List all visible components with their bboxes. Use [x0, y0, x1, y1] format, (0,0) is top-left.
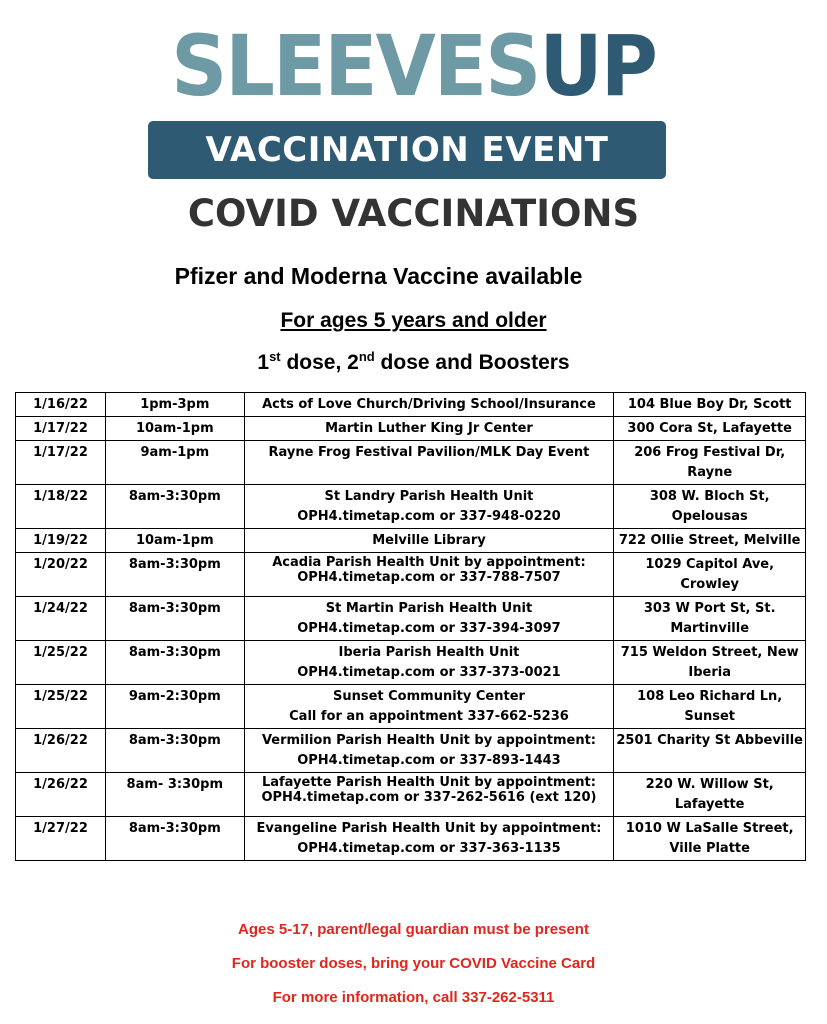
- event-location: Rayne Frog Festival Pavilion/MLK Day Event: [244, 441, 614, 485]
- note-booster: For booster doses, bring your COVID Vaccine Card: [231, 955, 596, 972]
- event-date: 1/18/22: [16, 485, 106, 529]
- table-row: [16, 817, 806, 861]
- event-date: 1/16/22: [16, 393, 106, 417]
- event-address: 2501 Charity St Abbeville: [614, 729, 806, 773]
- table-row: [16, 729, 806, 773]
- event-date: 1/25/22: [16, 685, 106, 729]
- event-address: 220 W. Willow St, Lafayette: [614, 773, 806, 817]
- event-date: 1/17/22: [16, 417, 106, 441]
- event-address: 108 Leo Richard Ln, Sunset: [614, 685, 806, 729]
- logo-up-text: UP: [539, 18, 656, 116]
- table-row: [16, 773, 806, 817]
- event-date: 1/20/22: [16, 553, 106, 597]
- event-location: Sunset Community Center Call for an appointment 337-662-5236: [244, 685, 614, 729]
- page-title: COVID VACCINATIONS: [187, 192, 640, 235]
- event-location: Acts of Love Church/Driving School/Insurance: [244, 393, 614, 417]
- event-time: 8am-3:30pm: [106, 817, 245, 861]
- logo-sleeves-text: SLEEVES: [171, 18, 540, 116]
- event-location: Vermilion Parish Health Unit by appointment: OPH4.timetap.com or 337-893-1443: [244, 729, 614, 773]
- event-location: Evangeline Parish Health Unit by appointment: OPH4.timetap.com or 337-363-1135: [244, 817, 614, 861]
- event-time: 8am-3:30pm: [106, 553, 245, 597]
- event-address: 308 W. Bloch St, Opelousas: [614, 485, 806, 529]
- notes-section: [0, 918, 827, 1020]
- event-time: 10am-1pm: [106, 529, 245, 553]
- event-time: 8am-3:30pm: [106, 641, 245, 685]
- event-address: 104 Blue Boy Dr, Scott: [614, 393, 806, 417]
- event-time: 8am-3:30pm: [106, 729, 245, 773]
- event-address: 722 Ollie Street, Melville: [614, 529, 806, 553]
- event-location: St Landry Parish Health Unit OPH4.timetap.com or 337-948-0220: [244, 485, 614, 529]
- event-date: 1/26/22: [16, 729, 106, 773]
- table-row: [16, 417, 806, 441]
- event-location: Melville Library: [244, 529, 614, 553]
- event-location: Martin Luther King Jr Center: [244, 417, 614, 441]
- event-date: 1/25/22: [16, 641, 106, 685]
- note-contact: For more information, call 337-262-5311: [272, 989, 555, 1006]
- table-row: [16, 441, 806, 485]
- event-location: Acadia Parish Health Unit by appointment: OPH4.timetap.com or 337-788-7507: [244, 553, 614, 597]
- event-time: 8am-3:30pm: [106, 485, 245, 529]
- vaccines-available: Pfizer and Moderna Vaccine available: [174, 263, 583, 289]
- table-row: [16, 641, 806, 685]
- event-address: 300 Cora St, Lafayette: [614, 417, 806, 441]
- event-date: 1/27/22: [16, 817, 106, 861]
- event-date: 1/19/22: [16, 529, 106, 553]
- event-time: 1pm-3pm: [106, 393, 245, 417]
- table-row: [16, 597, 806, 641]
- table-row: [16, 529, 806, 553]
- note-guardian: Ages 5-17, parent/legal guardian must be present: [238, 921, 589, 938]
- event-time: 10am-1pm: [106, 417, 245, 441]
- event-address: 1010 W LaSalle Street, Ville Platte: [614, 817, 806, 861]
- event-date: 1/17/22: [16, 441, 106, 485]
- sleeves-up-logo: [0, 18, 827, 115]
- event-address: 1029 Capitol Ave, Crowley: [614, 553, 806, 597]
- event-address: 715 Weldon Street, New Iberia: [614, 641, 806, 685]
- event-location: Lafayette Parish Health Unit by appointment: OPH4.timetap.com or 337-262-5616 (ext 120): [244, 773, 614, 817]
- vaccination-event-banner: VACCINATION EVENT: [148, 121, 666, 179]
- event-time: 9am-2:30pm: [106, 685, 245, 729]
- event-time: 8am-3:30pm: [106, 597, 245, 641]
- event-date: 1/24/22: [16, 597, 106, 641]
- table-row: [16, 553, 806, 597]
- age-requirement: For ages 5 years and older: [280, 309, 547, 332]
- event-address: 206 Frog Festival Dr, Rayne: [614, 441, 806, 485]
- event-location: Iberia Parish Health Unit OPH4.timetap.com or 337-373-0021: [244, 641, 614, 685]
- schedule-table: [15, 392, 806, 861]
- event-address: 303 W Port St, St. Martinville: [614, 597, 806, 641]
- dose-info: 1st dose, 2nd dose and Boosters: [257, 349, 570, 374]
- event-location: St Martin Parish Health Unit OPH4.timetap.com or 337-394-3097: [244, 597, 614, 641]
- event-time: 9am-1pm: [106, 441, 245, 485]
- event-date: 1/26/22: [16, 773, 106, 817]
- table-row: [16, 485, 806, 529]
- event-time: 8am- 3:30pm: [106, 773, 245, 817]
- table-row: [16, 393, 806, 417]
- table-row: [16, 685, 806, 729]
